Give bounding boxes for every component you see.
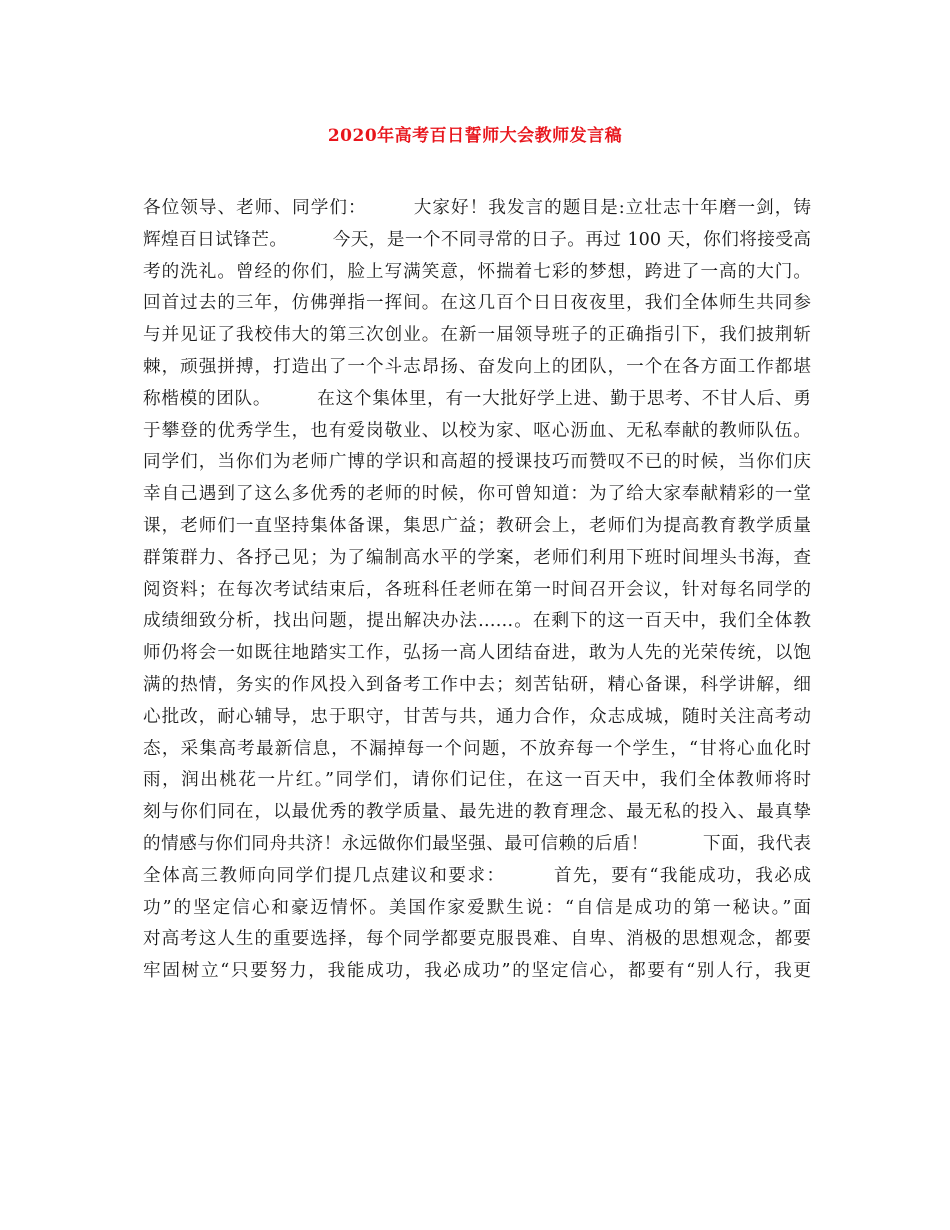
body-line: 群策群力、各抒己见；为了编制高水平的学案，老师们利用下班时间埋头书海，查 — [143, 547, 811, 568]
body-line: 与并见证了我校伟大的第三次创业。在新一届领导班子的正确指引下，我们披荆斩 — [143, 325, 811, 346]
body-line: 牢固树立“只要努力，我能成功，我必成功”的坚定信心，都要有“别人行，我更 — [143, 961, 811, 982]
body-line: 师仍将会一如既往地踏实工作，弘扬一高人团结奋进，敢为人先的光荣传统，以饱 — [143, 643, 811, 664]
body-line: 阅资料；在每次考试结束后，各班科任老师在第一时间召开会议，针对每名同学的 — [143, 579, 811, 600]
body-line: 课，老师们一直坚持集体备课，集思广益；教研会上，老师们为提高教育教学质量 — [143, 515, 811, 536]
body-line: 满的热情，务实的作风投入到备考工作中去；刻苦钻研，精心备课，科学讲解，细 — [143, 674, 811, 695]
body-line: 态，采集高考最新信息，不漏掉每一个问题，不放弃每一个学生，“甘将心血化时 — [143, 738, 811, 759]
body-line: 的情感与你们同舟共济！永远做你们最坚强、最可信赖的后盾！ 下面，我代表 — [143, 833, 811, 854]
body-line: 刻与你们同在，以最优秀的教学质量、最先进的教育理念、最无私的投入、最真挚 — [143, 802, 811, 823]
body-line: 雨，润出桃花一片红。”同学们，请你们记住，在这一百天中，我们全体教师将时 — [143, 770, 811, 791]
body-line: 成绩细致分析，找出问题，提出解决办法……。在剩下的这一百天中，我们全体教 — [143, 611, 811, 632]
body-line: 回首过去的三年，仿佛弹指一挥间。在这几百个日日夜夜里，我们全体师生共同参 — [143, 293, 811, 314]
body-line: 心批改，耐心辅导，忠于职守，甘苦与共，通力合作，众志成城，随时关注高考动 — [143, 706, 811, 727]
body-line: 辉煌百日试锋芒。 今天，是一个不同寻常的日子。再过 100 天，你们将接受高 — [143, 229, 811, 250]
body-line: 功”的坚定信心和豪迈情怀。美国作家爱默生说：“自信是成功的第一秘诀。”面 — [143, 897, 811, 918]
body-line: 棘，顽强拼搏，打造出了一个斗志昂扬、奋发向上的团队，一个在各方面工作都堪 — [143, 356, 811, 377]
body-line: 对高考这人生的重要选择，每个同学都要克服畏难、自卑、消极的思想观念，都要 — [143, 929, 811, 950]
document-title: 2020年高考百日誓师大会教师发言稿 — [327, 126, 623, 146]
document-body — [143, 193, 811, 988]
body-line: 称楷模的团队。 在这个集体里，有一大批好学上进、勤于思考、不甘人后、勇 — [143, 388, 811, 409]
body-line: 考的洗礼。曾经的你们，脸上写满笑意，怀揣着七彩的梦想，跨进了一高的大门。 — [143, 261, 811, 282]
body-line: 幸自己遇到了这么多优秀的老师的时候，你可曾知道：为了给大家奉献精彩的一堂 — [143, 484, 811, 505]
body-line: 同学们，当你们为老师广博的学识和高超的授课技巧而赞叹不已的时候，当你们庆 — [143, 452, 811, 473]
body-line: 于攀登的优秀学生，也有爱岗敬业、以校为家、呕心沥血、无私奉献的教师队伍。 — [143, 420, 811, 441]
body-line: 各位领导、老师、同学们： 大家好！我发言的题目是:立壮志十年磨一剑，铸 — [143, 198, 811, 218]
body-line: 全体高三教师向同学们提几点建议和要求： 首先，要有“我能成功，我必成 — [143, 865, 811, 886]
